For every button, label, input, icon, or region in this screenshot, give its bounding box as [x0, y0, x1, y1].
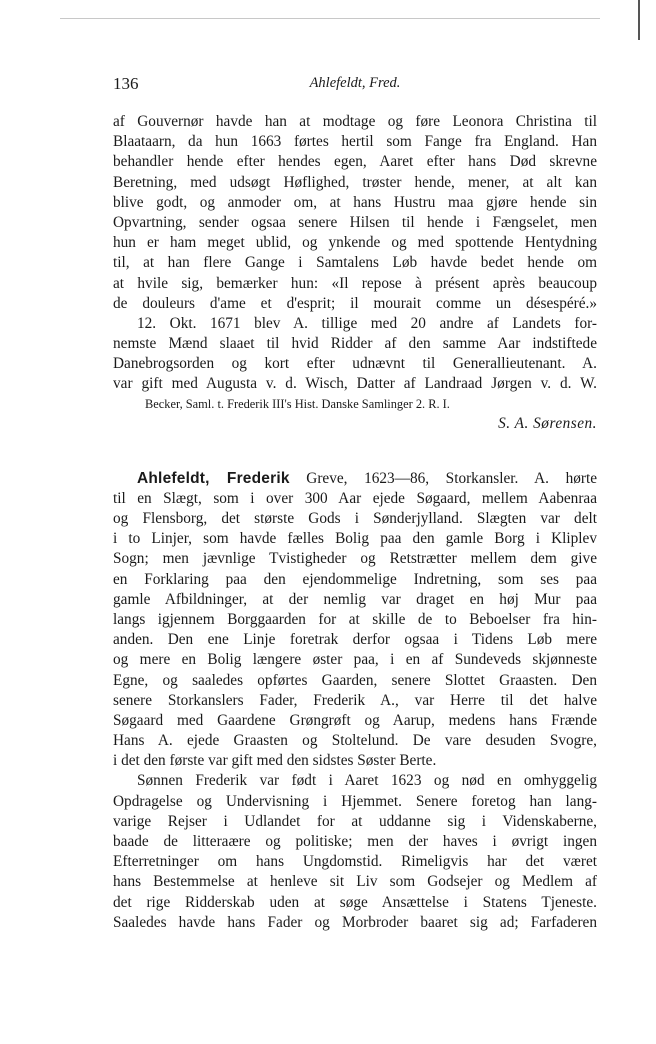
text-line: Efterretninger om hans Ungdomstid. Rimeligvis har det været: [113, 853, 597, 871]
text-line: senere Storkanslers Fader, Frederik A., var Herre til det halve: [113, 691, 597, 709]
text-line: Opdragelse og Undervisning i Hjemmet. Senere foretog han lang-: [113, 792, 597, 810]
text-line: gamle Afbildninger, at der nemlig var draget en høj Mur paa: [113, 590, 597, 608]
text-line: Beretning, med udsøgt Høflighed, trøster hende, mener, at alt kan: [113, 173, 597, 191]
text-line: og Flensborg, det største Gods i Sønderjylland. Slægten var delt: [113, 510, 597, 527]
scan-top-edge: [60, 18, 600, 19]
text-line: hans Bestemmelse at henleve sit Liv som Godsejer og Medlem af: [113, 873, 597, 891]
paragraph: [113, 771, 597, 933]
text-line: anden. Den ene Linje foretrak derfor ogsaa i Tidens Løb mere: [113, 631, 597, 649]
paragraph: [113, 469, 597, 772]
text-line: hun er ham meget ublid, og ynkende og med spottende Hentydning: [113, 234, 597, 252]
running-title: Ahlefeldt, Fred.: [309, 75, 401, 91]
entry-ahlefeldt-frederik: [113, 469, 597, 933]
source-references: Becker, Saml. t. Frederik III's Hist. Danske Samlinger 2. R. I.: [145, 396, 450, 411]
page-header: [113, 74, 597, 96]
paragraph: [113, 112, 597, 314]
paragraph: [113, 314, 597, 395]
text-line: og mere en Bolig længere øster paa, i en af Sundeveds skjønneste: [113, 651, 597, 669]
text-line: Hans A. ejede Graasten og Stoltelund. De vare desuden Svogre,: [113, 732, 597, 750]
entry-intro: Greve, 1623—86, Storkansler. A. hørte: [289, 469, 597, 487]
text-line: Sogn; men jævnlige Tvistigheder og Retstrætter mellem dem give: [113, 550, 597, 568]
text-line: af Gouvernør havde han at modtage og føre Leonora Christina til: [113, 113, 597, 130]
page-number: 136: [113, 74, 139, 93]
text-line: det rige Ridderskab uden at søge Ansættelse i Statens Tjeneste.: [113, 893, 597, 911]
text-line: var gift med Augusta v. d. Wisch, Datter af Landraad Jørgen v. d. W.: [113, 375, 597, 393]
scan-right-edge: [638, 0, 640, 40]
text-line: Saaledes havde hans Fader og Morbroder baaret sig ad; Farfaderen: [113, 913, 597, 931]
text-line: Sønnen Frederik var født i Aaret 1623 og nød en omhyggelig: [137, 772, 597, 790]
text-line: Opvartning, sender ogsaa senere Hilsen til hende i Fængselet, men: [113, 213, 597, 231]
text-line: Danebrogsorden og kort efter udnævnt til Generallieutenant. A.: [113, 355, 597, 373]
text-line: til, at han flere Gange i Samtalens Løb havde bedet hende om: [113, 254, 597, 272]
text-line: nemste Mænd slaaet til hvid Ridder af den samme Aar indstiftede: [113, 335, 597, 353]
text-line: de douleurs d'ame et d'esprit; il mourait comme un désespéré.»: [113, 294, 597, 312]
text-line: behandler hende efter hendes egen, Aaret efter hans Død skrevne: [113, 153, 597, 171]
text-line: at hvile sig, bemærker hun: «Il repose à présent après beaucoup: [113, 274, 597, 292]
text-line: varige Rejser i Udlandet for at uddanne sig i Videnskaberne,: [113, 812, 597, 830]
text-line: en Forklaring paa den ejendommelige Indretning, som ses paa: [113, 570, 597, 588]
text-line: Søgaard med Gaardene Grøngrøft og Aarup, medens hans Frænde: [113, 711, 597, 729]
text-line: Egne, og saaledes opførtes Gaarden, senere Slottet Graasten. Den: [113, 671, 597, 689]
page-body: [113, 112, 597, 933]
text-line: Blaataarn, da hun 1663 førtes hertil som Fange fra England. Han: [113, 133, 597, 151]
text-line: baade de litteraære og politiske; men der haves i øvrigt ingen: [113, 833, 597, 850]
entry-first-line: [113, 469, 597, 489]
entry-continuation: [113, 112, 597, 435]
text-line: til en Slægt, som i over 300 Aar ejede Søgaard, mellem Aabenraa: [113, 489, 597, 507]
entry-separator: [113, 435, 597, 469]
text-line: langs igjennem Borggaarden for at skille de to Beboelser fra hin-: [113, 610, 597, 628]
text-line: i det den første var gift med den sidstes Søster Berte.: [113, 752, 437, 770]
entry-heading: Ahlefeldt, Frederik: [137, 469, 290, 487]
author-signature: S. A. Sørensen.: [498, 414, 597, 432]
text-line: 12. Okt. 1671 blev A. tillige med 20 andre af Landets for-: [137, 314, 597, 332]
text-line: blive godt, og anmoder om, at hans Hustru maa gjøre hende sin: [113, 193, 597, 211]
text-line: i to Linjer, som havde fælles Bolig paa den gamle Borg i Kliplev: [113, 530, 597, 548]
